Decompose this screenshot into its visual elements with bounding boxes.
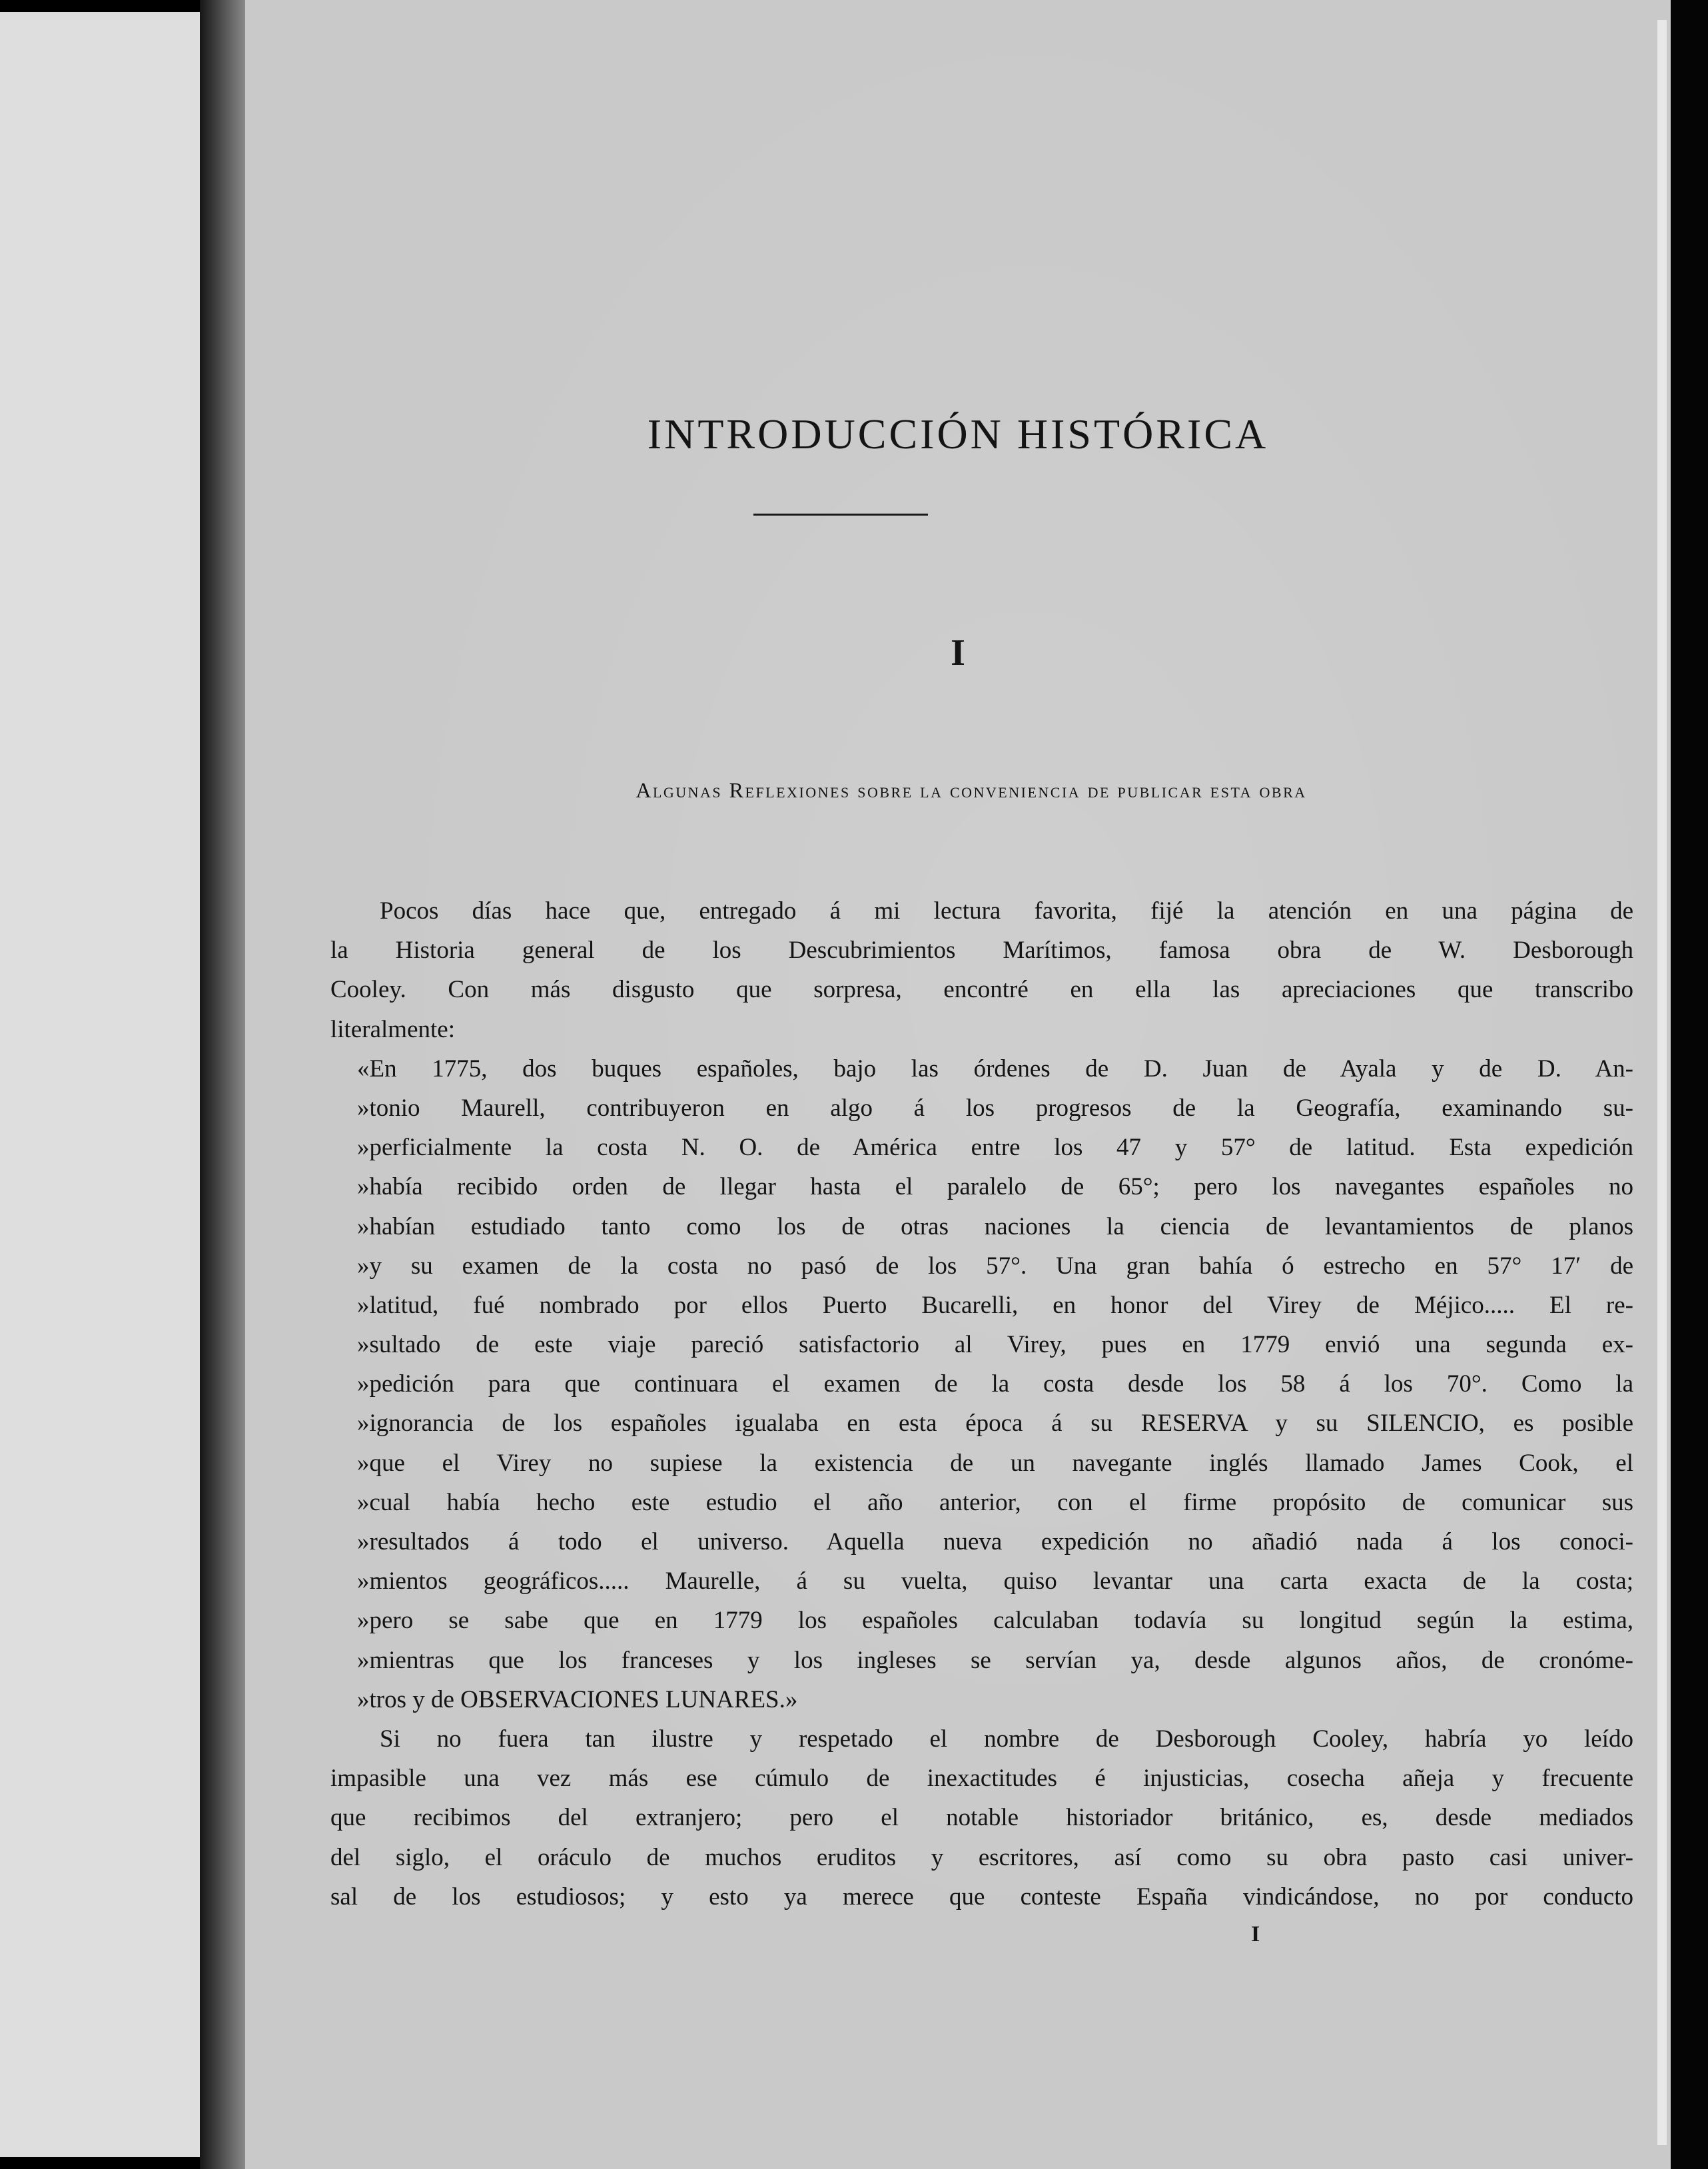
quote-line: »pero se sabe que en 1779 los españoles calculaban todavía su longitud según la estima, xyxy=(357,1607,1633,1635)
book-page xyxy=(245,0,1671,2169)
quote-line: »resultados á todo el universo. Aquella nueva expedición no añadió nada á los conoci- xyxy=(357,1528,1633,1555)
page-title: INTRODUCCIÓN HISTÓRICA xyxy=(647,410,1269,458)
quote-line: »mientras que los franceses y los ingleses se servían ya, desde algunos años, de cronóme- xyxy=(357,1646,1633,1674)
title-rule xyxy=(753,514,928,516)
book-gutter xyxy=(200,0,245,2169)
quote-line: »había recibido orden de llegar hasta el paralelo de 65°; pero los navegantes españoles no xyxy=(357,1173,1633,1201)
body-line: sal de los estudiosos; y esto ya merece que conteste España vindicándose, no por conducto xyxy=(330,1883,1633,1911)
page-edge-strip xyxy=(1657,20,1667,2145)
body-line: literalmente: xyxy=(330,1015,455,1043)
quote-line: »tros y de OBSERVACIONES LUNARES.» xyxy=(357,1685,798,1713)
quote-line: »que el Virey no supiese la existencia de un navegante inglés llamado James Cook, el xyxy=(357,1449,1633,1477)
section-number: I xyxy=(951,632,965,673)
quote-line: »habían estudiado tanto como los de otras naciones la ciencia de levantamientos de planos xyxy=(357,1212,1633,1240)
scan-border xyxy=(1671,0,1708,2169)
body-line: Pocos días hace que, entregado á mi lectura favorita, fijé la atención en una página de xyxy=(380,897,1633,925)
body-text xyxy=(330,891,1633,1917)
quote-line: »mientos geográficos..... Maurelle, á su vuelta, quiso levantar una carta exacta de la costa; xyxy=(357,1567,1633,1595)
page-folio: I xyxy=(1251,1922,1260,1947)
body-line: del siglo, el oráculo de muchos eruditos y escritores, así como su obra pasto casi univer- xyxy=(330,1843,1633,1871)
quote-line: »latitud, fué nombrado por ellos Puerto Bucarelli, en honor del Virey de Méjico..... El re- xyxy=(357,1291,1633,1319)
body-line: impasible una vez más ese cúmulo de inexactitudes é injusticias, cosecha añeja y frecuente xyxy=(330,1765,1633,1793)
quote-line: »perficialmente la costa N. O. de América entre los 47 y 57° de latitud. Esta expedición xyxy=(357,1134,1633,1162)
body-line: Si no fuera tan ilustre y respetado el nombre de Desborough Cooley, habría yo leído xyxy=(380,1725,1633,1753)
facing-page-edge xyxy=(0,12,200,2157)
quote-line: «En 1775, dos buques españoles, bajo las órdenes de D. Juan de Ayala y de D. An- xyxy=(357,1055,1633,1083)
section-heading: Algunas Reflexiones sobre la conveniencia de publicar esta obra xyxy=(636,778,1307,802)
quote-line: »y su examen de la costa no pasó de los 57°. Una gran bahía ó estrecho en 57° 17′ de xyxy=(357,1252,1633,1280)
body-line: Cooley. Con más disgusto que sorpresa, encontré en ella las apreciaciones que transcribo xyxy=(330,976,1633,1004)
body-line: que recibimos del extranjero; pero el notable historiador británico, es, desde mediados xyxy=(330,1804,1633,1832)
body-line: la Historia general de los Descubrimientos Marítimos, famosa obra de W. Desborough xyxy=(330,937,1633,965)
quote-line: »sultado de este viaje pareció satisfactorio al Virey, pues en 1779 envió una segunda ex- xyxy=(357,1331,1633,1359)
quote-line: »pedición para que continuara el examen de la costa desde los 58 á los 70°. Como la xyxy=(357,1370,1633,1398)
quote-line: »ignorancia de los españoles igualaba en esta época á su RESERVA y su SILENCIO, es posible xyxy=(357,1410,1633,1438)
quote-line: »tonio Maurell, contribuyeron en algo á los progresos de la Geografía, examinando su- xyxy=(357,1094,1633,1122)
quote-line: »cual había hecho este estudio el año anterior, con el firme propósito de comunicar sus xyxy=(357,1488,1633,1516)
